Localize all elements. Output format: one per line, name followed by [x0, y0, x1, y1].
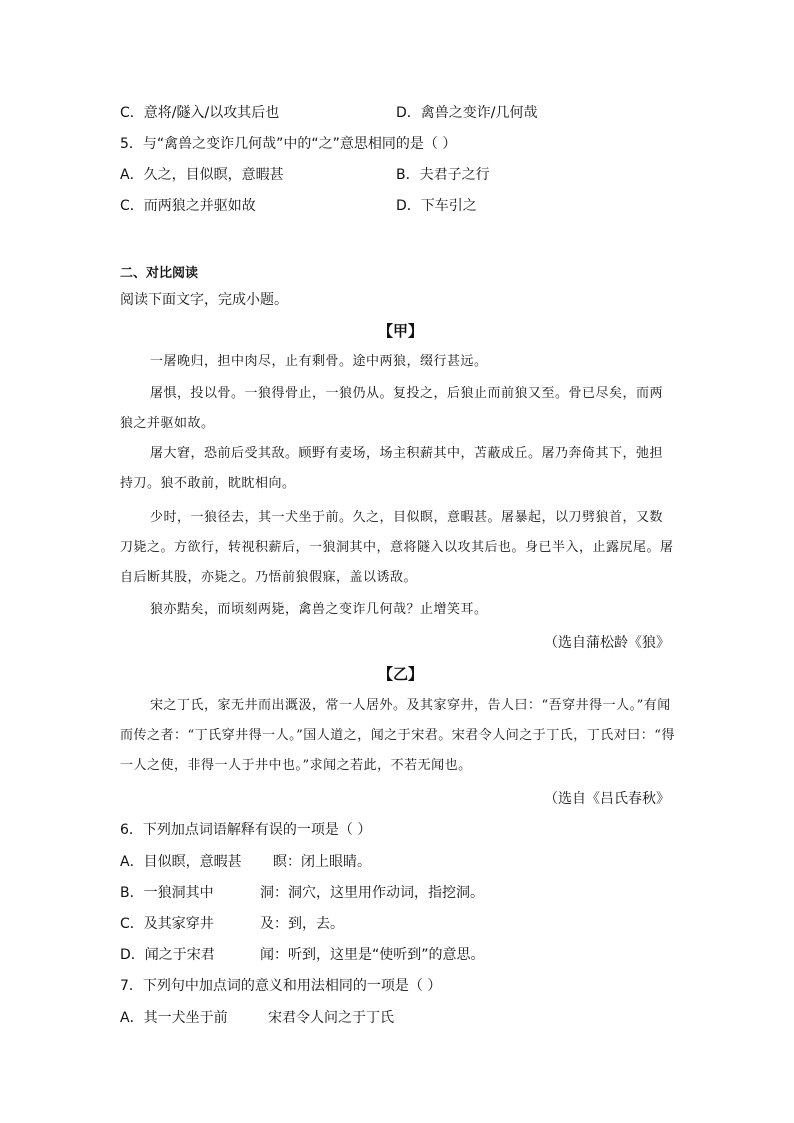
- yi-paragraph-1: 宋之丁氏，家无井而出溉汲，常一人居外。及其家穿井，告人曰：“吾穿井得一人。”有闻而传之者：“丁氏穿井得一人。”国人道之，闻之于宋君。宋君令人问之于丁氏，丁氏对曰：“得一人之使，非得一人于井中也。”求闻之若此，不若无闻也。: [120, 698, 675, 773]
- passage-jia-label: 【甲】: [378, 322, 424, 340]
- q6-option-d: D．闻之于宋君: [120, 947, 215, 963]
- passage-yi-label: 【乙】: [378, 665, 424, 683]
- q6-option-a-gloss: 瞑：闭上眼睛。: [273, 854, 371, 870]
- q6-option-b-gloss: 洞：洞穴，这里用作动词，指挖洞。: [260, 885, 484, 901]
- jia-source: （选自蒲松龄《狼》: [544, 635, 670, 651]
- q7-option-a-pair: 宋君令人问之于丁氏: [268, 1010, 394, 1026]
- jia-paragraph-1: 一屠晚归，担中肉尽，止有剩骨。途中两狼，缀行甚远。: [150, 354, 488, 369]
- section-title: 二、对比阅读: [120, 266, 199, 281]
- q5-option-c: C．而两狼之并驱如故: [120, 198, 256, 214]
- q5-option-b: B．夫君子之行: [396, 167, 490, 183]
- q6-option-c: C．及其家穿井: [120, 916, 214, 932]
- q6-stem: 6．下列加点词语解释有误的一项是（ ）: [120, 822, 372, 838]
- jia-paragraph-5: 狼亦黠矣，而顷刻两毙，禽兽之变诈几何哉？止增笑耳。: [150, 602, 488, 617]
- jia-paragraph-3: 屠大窘，恐前后受其敌。顾野有麦场，场主积薪其中，苫蔽成丘。屠乃奔倚其下，弛担持刀。狼不敢前，眈眈相向。: [120, 446, 664, 491]
- q7-option-a: A．其一犬坐于前: [120, 1010, 228, 1026]
- section-instruction: 阅读下面文字，完成小题。: [120, 292, 288, 308]
- q6-option-d-gloss: 闻：听到，这里是“使听到”的意思。: [260, 947, 485, 963]
- q5-option-d: D．下车引之: [396, 198, 477, 214]
- q6-option-b: B．一狼洞其中: [120, 885, 214, 901]
- q4-option-c: C．意将/隧入/以攻其后也: [120, 105, 280, 121]
- q6-option-c-gloss: 及：到，去。: [260, 916, 344, 932]
- jia-paragraph-2: 屠惧，投以骨。一狼得骨止，一狼仍从。复投之，后狼止而前狼又至。骨已尽矣，而两狼之并驱如故。: [120, 386, 664, 431]
- q5-stem: 5．与“禽兽之变诈几何哉”中的“之”意思相同的是（ ）: [120, 136, 457, 152]
- q7-stem: 7．下列句中加点词的意义和用法相同的一项是（ ）: [120, 978, 442, 994]
- yi-source: （选自《吕氏春秋》: [544, 791, 670, 807]
- q6-option-a: A．目似瞑，意暇甚: [120, 854, 242, 870]
- jia-paragraph-4: 少时，一狼径去，其一犬坐于前。久之，目似瞑，意暇甚。屠暴起，以刀劈狼首，又数刀毙之。方欲行，转视积薪后，一狼洞其中，意将隧入以攻其后也。身已半入，止露尻尾。屠自后断其股，亦毙之。乃悟前狼假寐，盖以诱敌。: [120, 510, 674, 585]
- q5-option-a: A．久之，目似瞑，意暇甚: [120, 167, 284, 183]
- q4-option-d: D．禽兽之变诈/几何哉: [396, 105, 538, 121]
